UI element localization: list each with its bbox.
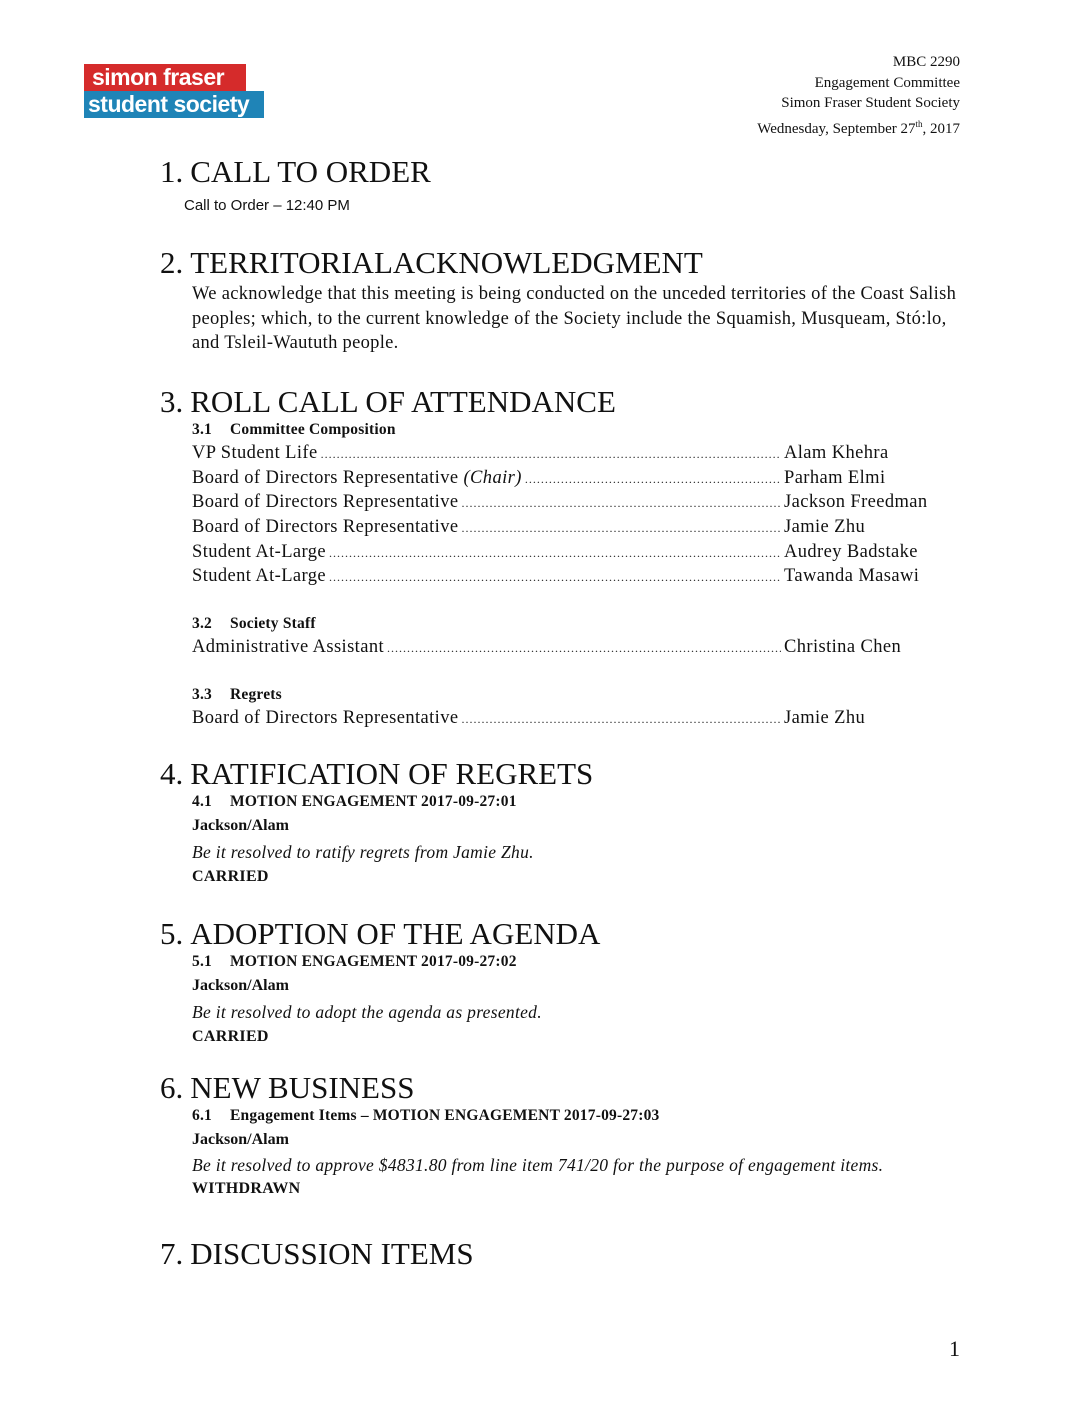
motion-resolution: Be it resolved to adopt the agenda as presented. [192,1002,542,1022]
motion-movers: Jackson/Alam [192,977,289,994]
attendance-row: Board of Directors Representative ..... Jamie Zhu [192,515,952,539]
attendance-row: VP Student Life ..... Alam Khehra [192,441,952,465]
page-number: 1 [949,1336,960,1361]
subhead-regrets: 3.3 Regrets [192,686,282,703]
motion-heading: 6.1 Engagement Items – MOTION ENGAGEMENT 2017-09-27:03 [192,1107,660,1124]
section-title-roll-call: 3. ROLL CALL OF ATTENDANCE [160,384,616,419]
motion-result: CARRIED [192,868,269,885]
section-title-ratification: 4. RATIFICATION OF REGRETS [160,756,594,791]
attendance-row: Administrative Assistant ..... Christina Chen [192,635,952,659]
sfss-logo [84,64,264,118]
motion-result: WITHDRAWN [192,1180,301,1197]
logo-line-2: student society [84,91,264,118]
section-title-adoption: 5. ADOPTION OF THE AGENDA [160,916,601,951]
attendance-row: Board of Directors Representative ..... Jamie Zhu [192,706,952,730]
header-date: Wednesday, September 27th, 2017 [757,118,960,137]
attendance-row: Student At-Large ..... Audrey Badstake [192,540,952,564]
header-committee: Engagement Committee [814,74,960,91]
subhead-society-staff: 3.2 Society Staff [192,615,316,632]
motion-movers: Jackson/Alam [192,1131,289,1148]
section-title-call-to-order: 1. CALL TO ORDER [160,154,431,189]
territorial-acknowledgment-text: We acknowledge that this meeting is being conducted on the unceded territories of the Coast Salish peoples; which, to the current knowledge of the Society include the Squamish, Musqueam, Stó:lo, and Tsleil-Waututh people. [192,284,957,353]
motion-resolution: Be it resolved to ratify regrets from Jamie Zhu. [192,842,534,862]
motion-heading: 5.1 MOTION ENGAGEMENT 2017-09-27:02 [192,953,517,970]
section-title-territorial: 2. TERRITORIALACKNOWLEDGMENT [160,245,703,280]
header-society: Simon Fraser Student Society [781,95,960,111]
attendance-row: Student At-Large ..... Tawanda Masawi [192,564,952,588]
motion-movers: Jackson/Alam [192,817,289,834]
section-title-new-business: 6. NEW BUSINESS [160,1070,415,1105]
motion-result: CARRIED [192,1028,269,1045]
attendance-row: Board of Directors Representative ..... Jackson Freedman [192,490,952,514]
logo-line-1: simon fraser [84,64,246,91]
call-to-order-time: Call to Order – 12:40 PM [184,197,350,214]
motion-resolution: Be it resolved to approve $4831.80 from line item 741/20 for the purpose of engagement items. [192,1155,884,1175]
section-title-discussion: 7. DISCUSSION ITEMS [160,1236,474,1271]
header-room: MBC 2290 [892,54,960,70]
attendance-row: Board of Directors Representative (Chair) ..... Parham Elmi [192,466,952,490]
motion-heading: 4.1 MOTION ENGAGEMENT 2017-09-27:01 [192,793,517,810]
subhead-committee-composition: 3.1 Committee Composition [192,421,396,438]
document-header [757,52,960,139]
